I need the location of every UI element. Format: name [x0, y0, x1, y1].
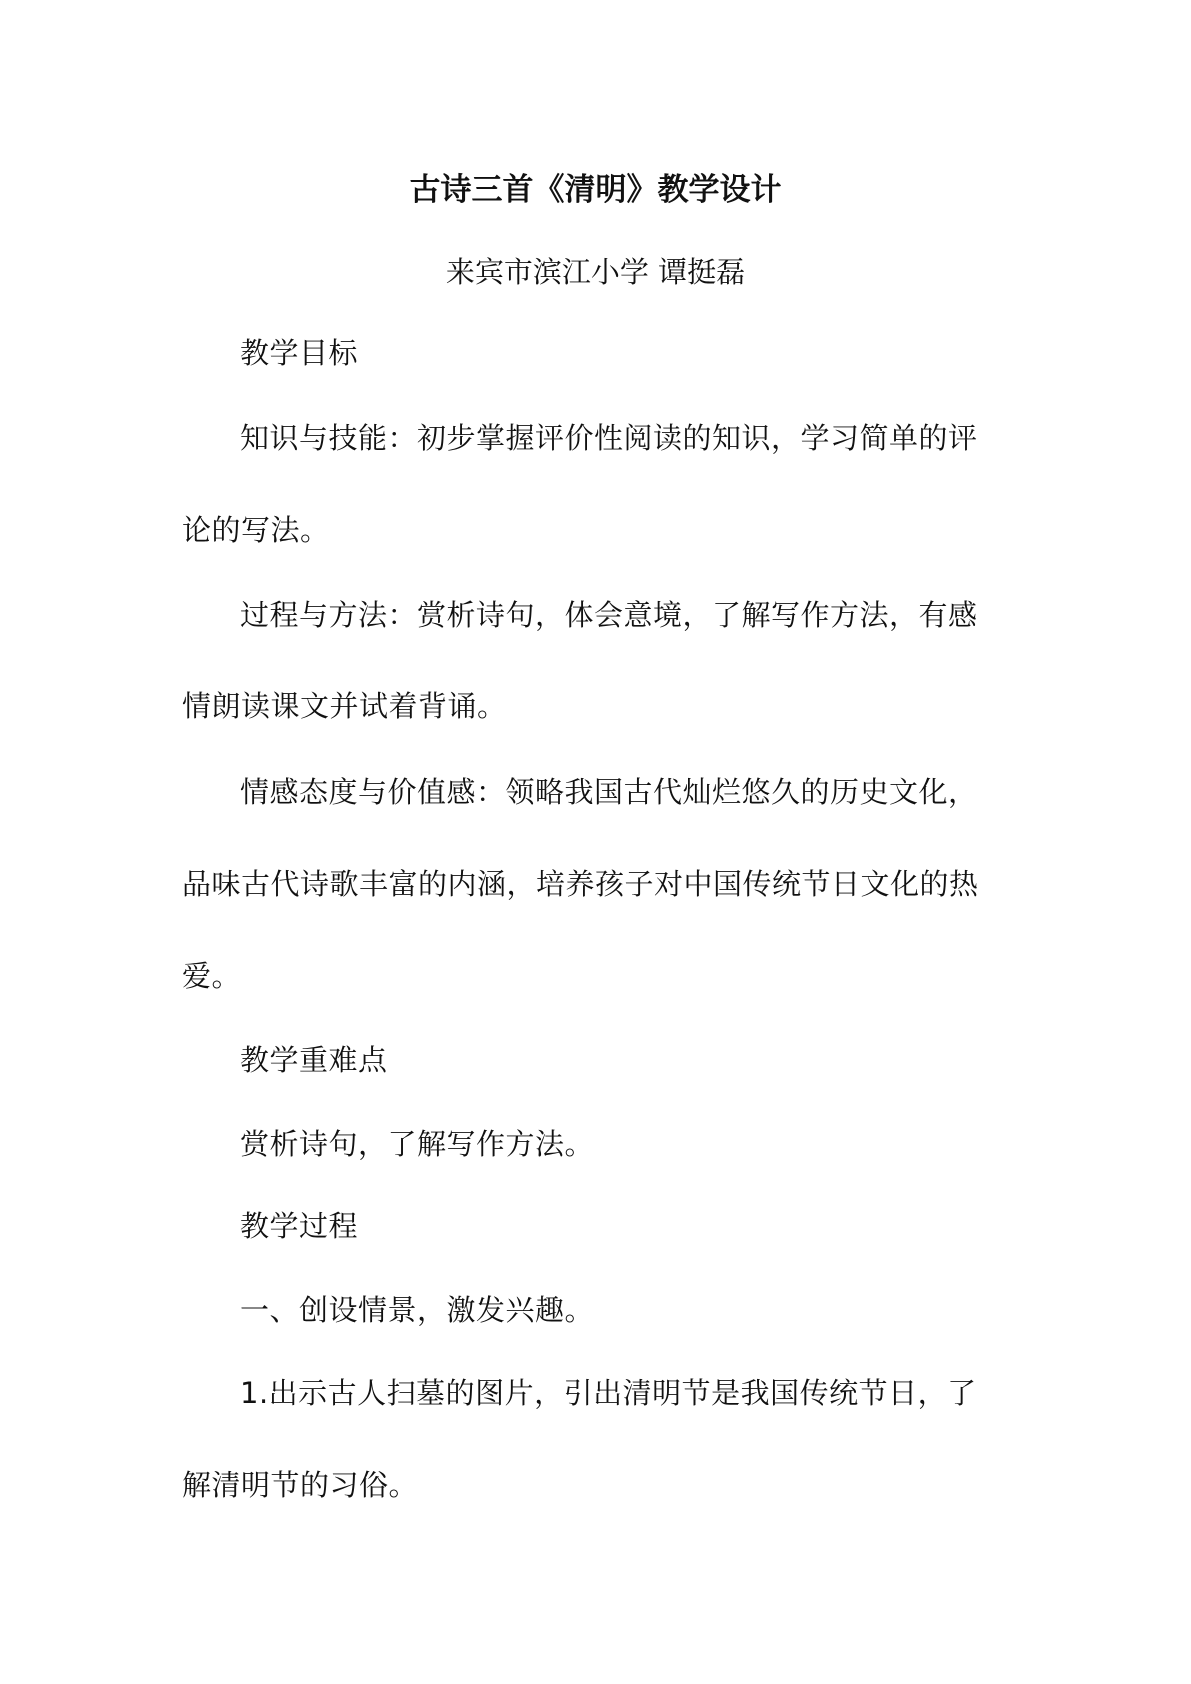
paragraph-line: 赏析诗句，了解写作方法。 — [240, 1127, 595, 1161]
paragraph-line: 情感态度与价值感：领略我国古代灿烂悠久的历史文化， — [240, 775, 978, 809]
paragraph-line: 过程与方法：赏析诗句，体会意境，了解写作方法，有感 — [240, 598, 978, 632]
paragraph-line: 爱。 — [182, 959, 242, 993]
paragraph-line: 知识与技能：初步掌握评价性阅读的知识，学习简单的评 — [240, 421, 978, 455]
paragraph-line: 解清明节的习俗。 — [182, 1468, 419, 1502]
paragraph-line: 情朗读课文并试着背诵。 — [182, 689, 507, 723]
paragraph-line: 1.出示古人扫墓的图片，引出清明节是我国传统节日，了 — [240, 1376, 977, 1410]
heading-teaching-process: 教学过程 — [240, 1209, 359, 1243]
paragraph-line: 品味古代诗歌丰富的内涵，培养孩子对中国传统节日文化的热 — [182, 867, 979, 901]
paragraph-line: 论的写法。 — [182, 513, 330, 547]
heading-key-points: 教学重难点 — [240, 1043, 388, 1077]
document-title: 古诗三首《清明》教学设计 — [409, 172, 782, 208]
section-heading: 一、创设情景，激发兴趣。 — [240, 1293, 595, 1327]
document-author: 来宾市滨江小学 谭挺磊 — [445, 255, 746, 289]
heading-teaching-goals: 教学目标 — [240, 336, 359, 370]
